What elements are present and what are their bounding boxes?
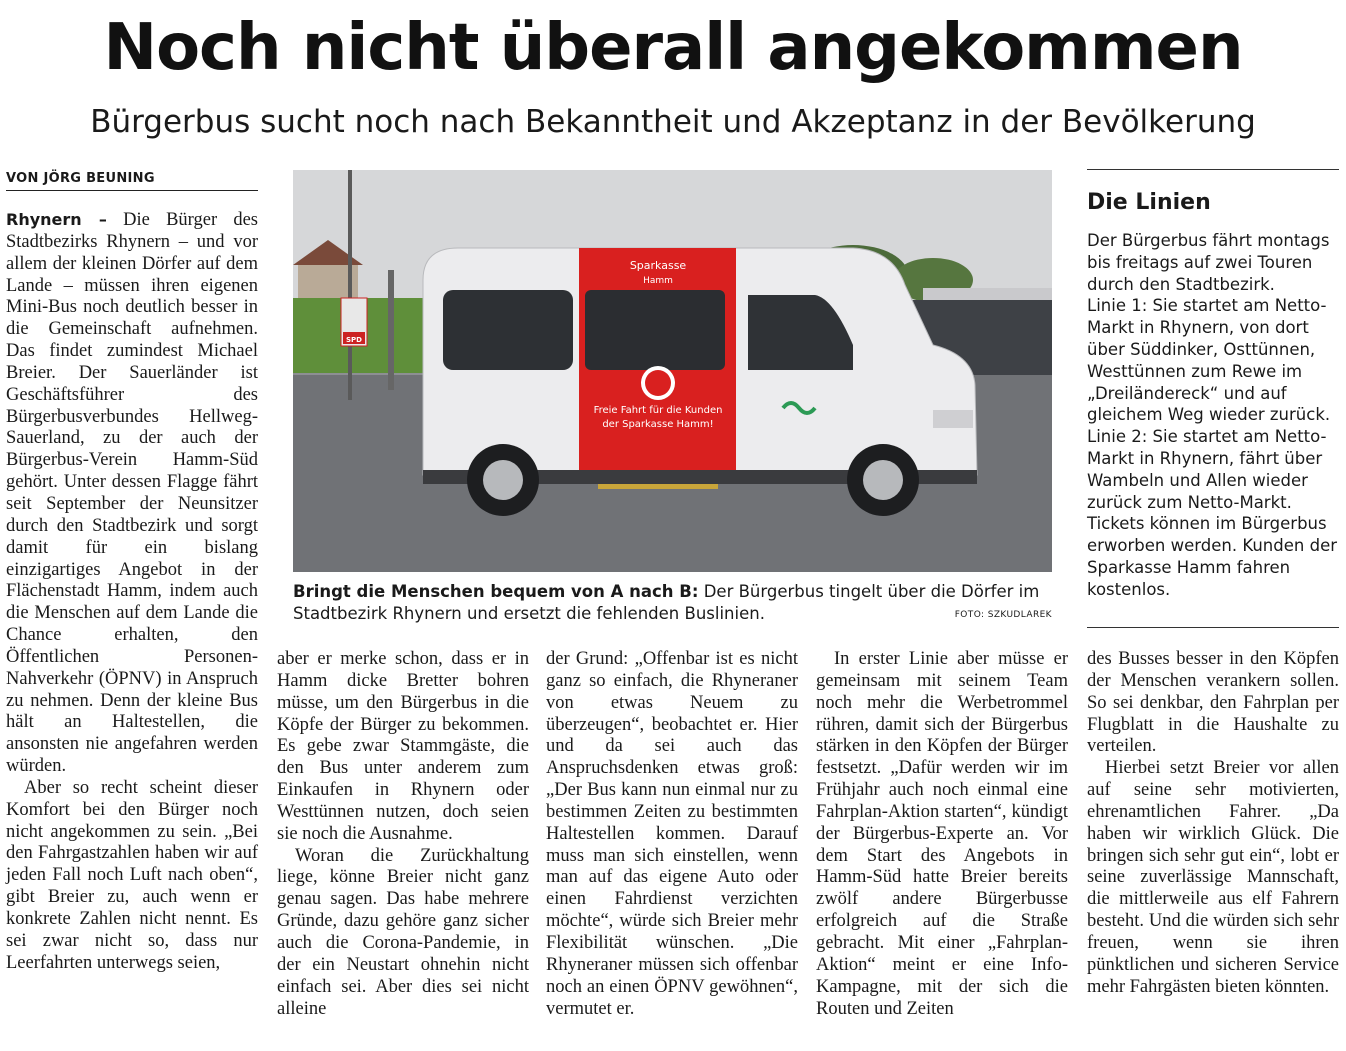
article-column-1 — [6, 209, 258, 975]
sidebar-box — [1087, 169, 1339, 601]
sidebar-paragraph: Der Bürgerbus fährt montags bis freitags auf zwei Touren durch den Stadtbezirk. — [1087, 231, 1330, 294]
sidebar-title: Die Linien — [1087, 190, 1211, 215]
photo-credit: FOTO: SZKUDLAREK — [954, 610, 1052, 620]
step — [598, 484, 718, 489]
dateline: Rhynern – — [6, 210, 107, 229]
article-text: Die Bürger des Stadtbezirks Rhynern – und vor allem der kleinen Dörfer auf dem Lande – müssen ihren eigenen Mini-Bus noch deutlich besser in die Gemeinschaft aufnehmen. Das findet zumindest Michael Breier. Der Sauerländer ist Geschäftsführer des Bürgerbusverbundes Hellweg-Sauerland, zu der auch der Bürgerbus-Verein Hamm-Süd gehört. Unter dessen Flagge fährt seit September der Neunsitzer durch den Stadtbezirk und sorgt damit für ein bislang einzigartiges Angebot in der Flächenstadt Hamm, indem auch die Menschen auf dem Lande die Chance erhalten, den Öffentlichen Personen-Nahverkehr (ÖPNV) in Anspruch zu nehmen. Denn der kleine Bus hält an Haltestellen, die ansonsten nie angefahren werden würden. — [6, 210, 259, 777]
article-column-4 — [816, 649, 1068, 1020]
article-column-5 — [1087, 649, 1339, 999]
article-paragraph: Aber so recht scheint dieser Komfort bei den Bürger noch nicht angekommen zu sein. „Bei den Fahrgastzahlen haben wir auf jeden Fall noch Luft nach oben“, gibt Breier zu, auch wenn er konkrete Zahlen nicht nennt. Es sei zwar nicht so, dass nur Leerfahrten unterwegs seien, — [6, 777, 258, 973]
bus-photo — [293, 170, 1052, 572]
sidebar-divider — [1087, 627, 1339, 628]
van-window — [585, 290, 725, 370]
van-brand-city: Hamm — [643, 276, 673, 286]
caption-text: Der Bürgerbus tingelt über die Dörfer im Stadtbezirk Rhynern und ersetzt die fehlenden Buslinien. — [293, 582, 1040, 623]
sidebar-paragraph: Linie 2: Sie startet am Netto-Markt in Rhynern, fährt über Wambeln und Allen wieder zurück zum Netto-Markt. — [1087, 427, 1327, 512]
photo-illustration — [293, 170, 1052, 572]
headline: Noch nicht überall angekommen — [103, 11, 1243, 85]
article-paragraph: der Grund: „Offenbar ist es nicht ganz so einfach, die Rhyneraner von etwas Neuem zu überzeugen“, beobachtet er. Hier und da sei auch das Anspruchsdenken etwas groß: „Der Bus kann nun einmal nur zu bestimmen Zeiten zu bestimmten Haltestellen kommen. Darauf muss man sich einstellen, wenn man auf das eigene Auto oder einen Fahrdienst verzichten möchte“, würde sich Breier mehr Flexibilität wünschen. „Die Rhyneraner müssen sich offenbar noch an einen ÖPNV gewöhnen“, vermutet er. — [546, 649, 798, 1019]
headlight — [933, 410, 973, 428]
wheel-rim — [483, 460, 523, 500]
sidebar-paragraph: Tickets können im Bürgerbus erworben werden. Kunden der Sparkasse Hamm fahren kostenlos. — [1087, 514, 1337, 599]
article-column-2 — [277, 649, 529, 1020]
sidebar-paragraph: Linie 1: Sie startet am Netto-Markt in Rhynern, von dort über Süddinker, Osttünnen, Westtünnen zum Rewe im „Dreiländereck“ und auf gleichem Weg wieder zurück. — [1087, 296, 1331, 425]
article-paragraph: des Busses besser in den Köpfen der Menschen verankern sollen. So sei denkbar, den Fahrplan per Flugblatt in die Haushalte zu verteilen. — [1087, 649, 1339, 757]
van-brand: Sparkasse — [629, 259, 687, 272]
article-paragraph: In erster Linie aber müsse er gemeinsam mit seinem Team noch mehr die Werbetrommel rühren, damit sich der Bürgerbus stärken in den Köpfen der Bürger festsetzt. „Dafür werden wir im Frühjahr auch noch einmal eine Fahrplan-Aktion starten“, kündigt der Bürgerbus-Experte an. Vor dem Start des Angebots in Hamm-Süd hatte Breier bereits zwölf andere Bürgerbusse erfolgreich auf die Straße gebracht. Mit einer „Fahrplan-Aktion“ meint er eine Info-Kampagne, mit der sich die Routen und Zeiten — [816, 649, 1068, 1019]
sign-pole — [348, 170, 352, 400]
article-paragraph — [6, 209, 258, 778]
article-paragraph: Woran die Zurückhaltung liege, könne Breier nicht ganz genau sagen. Das habe mehrere Gründe, dazu gehöre ganz sicher auch die Corona-Pandemie, in der ein Neustart ohnehin nicht einfach sei. Aber dies sei nicht alleine — [277, 845, 529, 1019]
bus-stop-pole — [388, 270, 394, 390]
article-column-3 — [546, 649, 798, 1020]
byline: VON JÖRG BEUNING — [6, 171, 258, 191]
sidebar-body — [1087, 230, 1339, 601]
van-slogan-line-1: Freie Fahrt für die Kunden — [593, 405, 723, 416]
sparkasse-logo-icon-inner — [645, 370, 671, 396]
van-slogan-line-2: der Sparkasse Hamm! — [602, 419, 714, 430]
wheel-rim — [863, 460, 903, 500]
subheadline: Bürgerbus sucht noch nach Bekanntheit und Akzeptanz in der Bevölkerung — [90, 104, 1256, 140]
sign-text: SPD — [346, 336, 362, 344]
caption-lead: Bringt die Menschen bequem von A nach B: — [293, 582, 699, 601]
article-paragraph: Hierbei setzt Breier vor allen auf seine sehr motivierten, ehrenamtlichen Fahrer. „Da haben wir wirklich Glück. Die bringen sich sehr gut ein“, lobt er seine zuverlässige Mannschaft, die mittlerweile aus elf Fahrern besteht. Und die würden sich sehr freuen, wenn sie ihren pünktlichen und sicheren Service mehr Fahrgästen bieten könnten. — [1087, 758, 1339, 997]
article-paragraph: aber er merke schon, dass er in Hamm dicke Bretter bohren müsse, um den Bürgerbus in die Köpfe der Bürger zu bekommen. Es gebe zwar Stammgäste, die den Bus unter anderem zum Einkaufen in Rhynern oder Westtünnen nutzen, doch seien sie noch die Ausnahme. — [277, 649, 529, 844]
van-window — [443, 290, 573, 370]
